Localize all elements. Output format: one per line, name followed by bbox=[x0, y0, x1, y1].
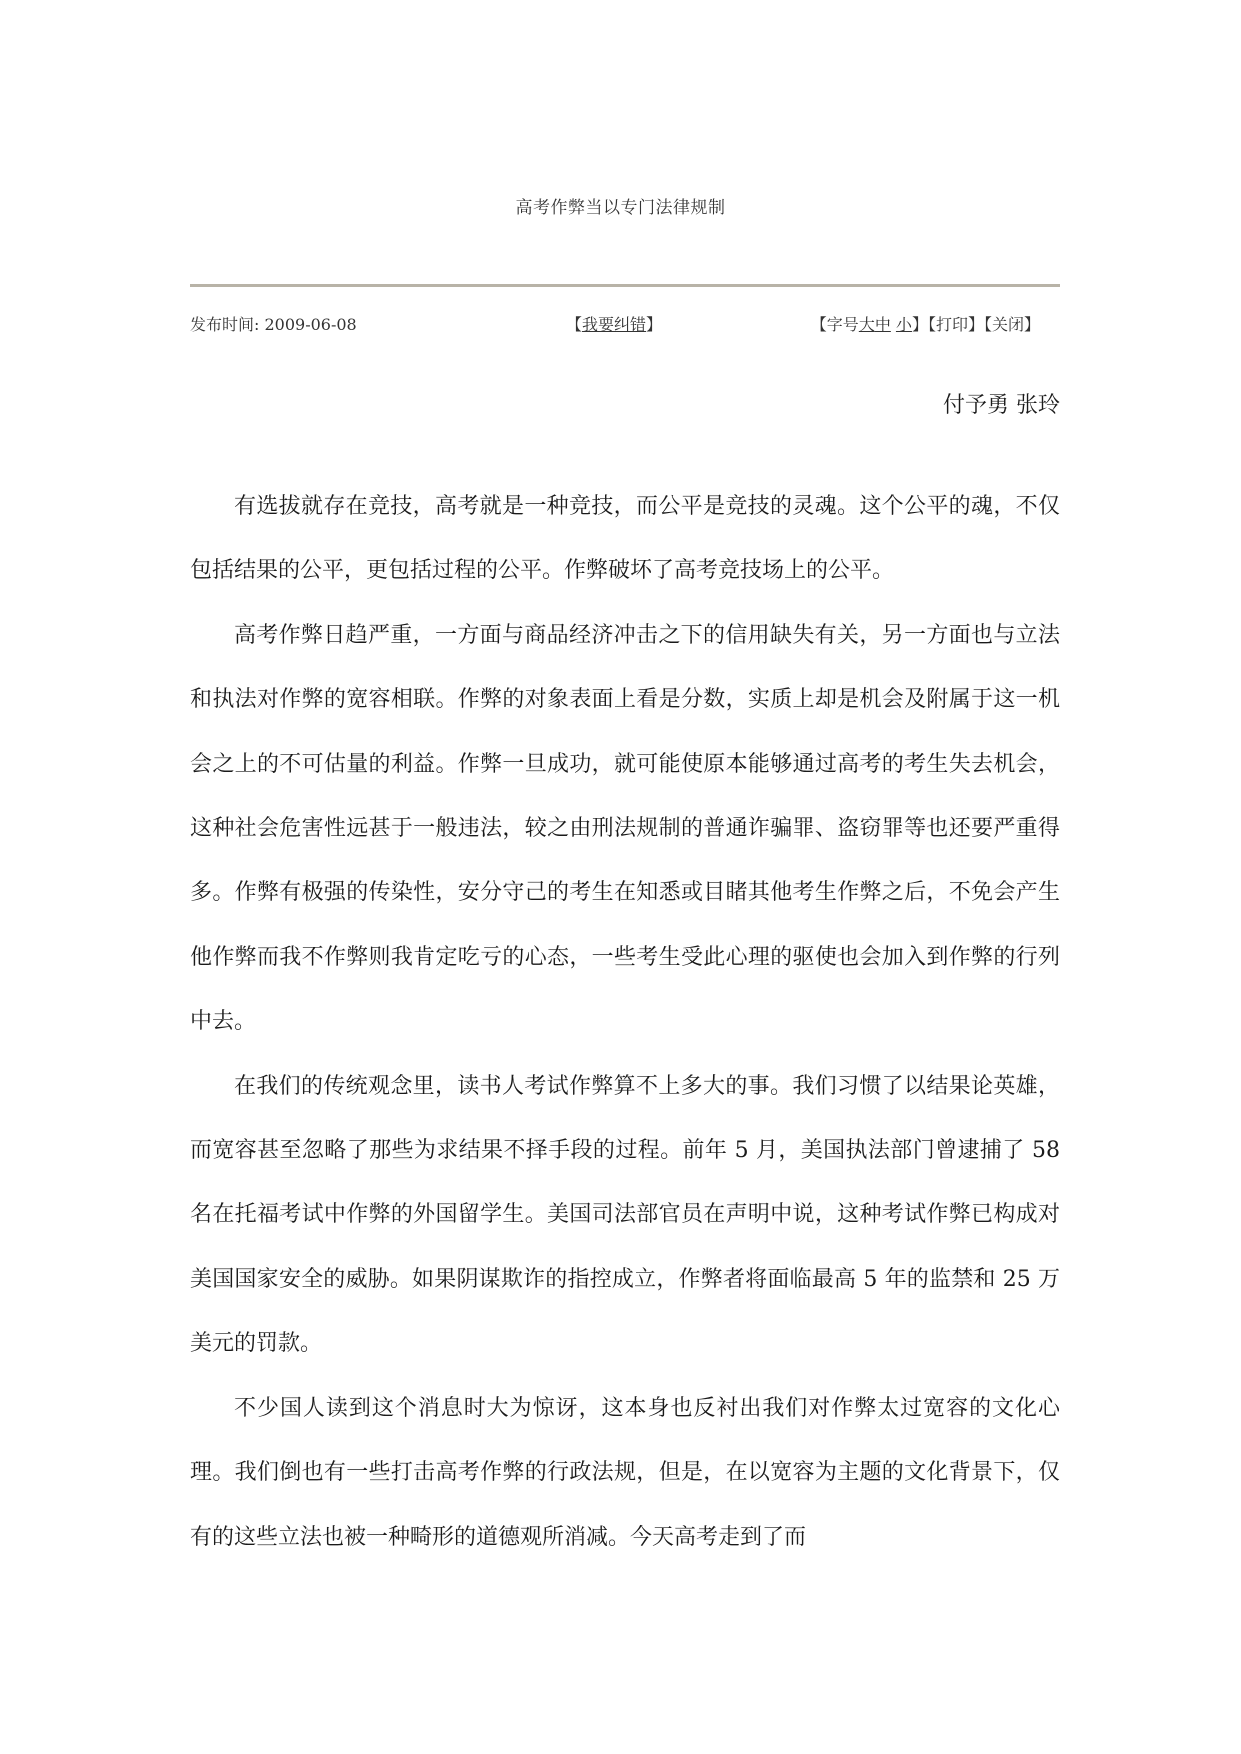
body-paragraph: 高考作弊日趋严重，一方面与商品经济冲击之下的信用缺失有关，另一方面也与立法和执法对作弊的宽容相联。作弊的对象表面上看是分数，实质上却是机会及附属于这一机会之上的不可估量的利益。作弊一旦成功，就可能使原本能够通过高考的考生失去机会，这种社会危害性远甚于一般违法，较之由刑法规制的普通诈骗罪、盗窃罪等也还要严重得多。作弊有极强的传染性，安分守己的考生在知悉或目睹其他考生作弊之后，不免会产生他作弊而我不作弊则我肯定吃亏的心态，一些考生受此心理的驱使也会加入到作弊的行列中去。 bbox=[190, 622, 1060, 1035]
font-size-medium-link[interactable]: 中 bbox=[874, 315, 891, 334]
close-link[interactable]: 【关闭】 bbox=[983, 315, 1040, 334]
body-paragraph: 不少国人读到这个消息时大为惊讶，这本身也反衬出我们对作弊太过宽容的文化心理。我们倒也有一些打击高考作弊的行政法规，但是，在以宽容为主题的文化背景下，仅有的这些立法也被一种畸形的道德观所消减。今天高考走到了而 bbox=[190, 1395, 1060, 1550]
report-error-group bbox=[566, 312, 662, 335]
print-link[interactable]: 【打印】 bbox=[927, 315, 984, 334]
font-size-label: 【字号 bbox=[810, 315, 859, 334]
body-paragraph: 有选拔就存在竞技，高考就是一种竞技，而公平是竞技的灵魂。这个公平的魂，不仅包括结果的公平，更包括过程的公平。作弊破坏了高考竞技场上的公平。 bbox=[190, 494, 1060, 584]
font-size-close-bracket: 】 bbox=[911, 315, 928, 334]
article-body bbox=[190, 475, 1060, 1570]
bracket-close: 】 bbox=[646, 315, 663, 334]
font-size-small-link[interactable]: 小 bbox=[895, 315, 912, 334]
title-divider bbox=[190, 284, 1060, 287]
font-size-large-link[interactable]: 大 bbox=[858, 315, 875, 334]
bracket-open: 【 bbox=[566, 315, 583, 334]
publish-date: 发布时间: 2009-06-08 bbox=[190, 315, 357, 334]
article-meta-bar bbox=[190, 312, 1060, 336]
article-tools bbox=[811, 312, 1040, 335]
report-error-link[interactable]: 我要纠错 bbox=[582, 315, 647, 334]
body-paragraph: 在我们的传统观念里，读书人考试作弊算不上多大的事。我们习惯了以结果论英雄，而宽容甚至忽略了那些为求结果不择手段的过程。前年 5 月，美国执法部门曾逮捕了 58 名在托福考试中作弊的外国留学生。美国司法部官员在声明中说，这种考试作弊已构成对美国国家安全的威胁。如果阴谋欺诈的指控成立，作弊者将面临最高 5 年的监禁和 25 万美元的罚款。 bbox=[190, 1073, 1060, 1357]
article-title: 高考作弊当以专门法律规制 bbox=[515, 198, 726, 218]
article-authors: 付予勇 张玲 bbox=[943, 393, 1060, 418]
